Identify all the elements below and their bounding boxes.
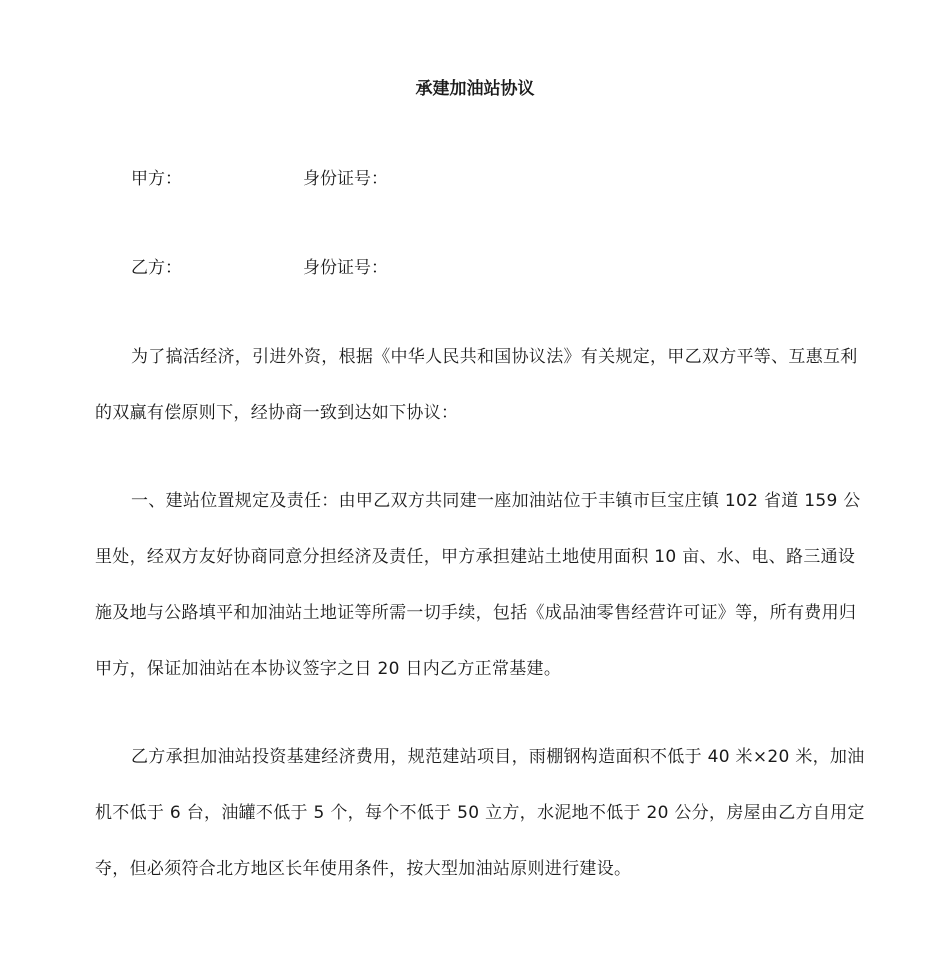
document-title: 承建加油站协议	[415, 79, 535, 99]
party-b-id-label: 身份证号：	[303, 258, 388, 278]
party-b-row	[131, 255, 388, 281]
paragraph-clause-1: 一、建站位置规定及责任：由甲乙双方共同建一座加油站位于丰镇市巨宝庄镇 102 省道 159 公里处，经双方友好协商同意分担经济及责任，甲方承担建站土地使用面积 10 亩、水、电、路三通设施及地与公路填平和加油站土地证等所需一切手续，包括《成品油零售经营许可证》等，所有费用归甲方，保证加油站在本协议签字之日 20 日内乙方正常基建。	[95, 491, 861, 679]
party-a-id-label: 身份证号：	[303, 169, 388, 189]
paragraph-party-b-duties: 乙方承担加油站投资基建经济费用，规范建站项目，雨棚钢构造面积不低于 40 米×20 米，加油机不低于 6 台，油罐不低于 5 个，每个不低于 50 立方，水泥地不低于 20 公分，房屋由乙方自用定夺，但必须符合北方地区长年使用条件，按大型加油站原则进行建设。	[95, 747, 865, 879]
paragraph-intro: 为了搞活经济，引进外资，根据《中华人民共和国协议法》有关规定，甲乙双方平等、互惠互利的双赢有偿原则下，经协商一致到达如下协议：	[95, 347, 858, 423]
party-a-row	[131, 166, 388, 192]
party-a-label: 甲方：	[131, 169, 182, 189]
party-b-label: 乙方：	[131, 258, 182, 278]
